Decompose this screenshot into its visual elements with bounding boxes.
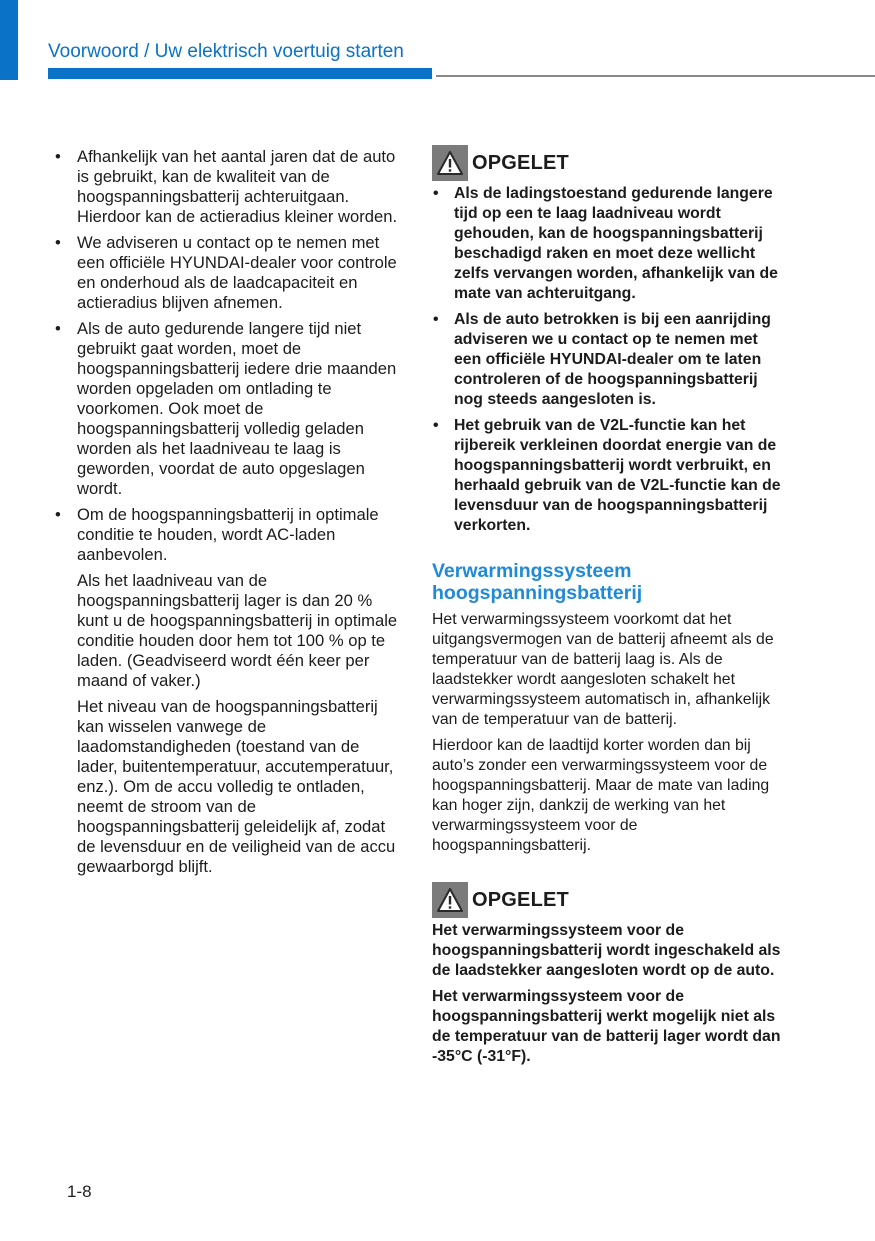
caution-label: OPGELET (472, 888, 569, 911)
section-title-line: hoogspanningsbatterij (432, 582, 643, 604)
warning-icon (432, 145, 468, 181)
heating-paragraph: Het verwarmingssysteem voorkomt dat het uitgangsvermogen van de batterij afneemt als de temperatuur van de batterij laag is. Als de laadstekker wordt aangesloten schakelt het verwarmingssysteem automatisch in, afhankelijk van de temperatuur van de batterij. (432, 611, 774, 728)
header-rule-blue (48, 68, 432, 79)
caution-paragraph: Het verwarmingssysteem voor de hoogspanningsbatterij wordt ingeschakeld als de laadstekker aangesloten wordt op de auto. (432, 922, 781, 979)
list-item: • Om de hoogspanningsbatterij in optimale conditie te houden, wordt AC-laden aanbevolen. (55, 505, 400, 565)
list-item: • We adviseren u contact op te nemen met een officiële HYUNDAI-dealer voor controle en onderhoud als de laadcapaciteit en actieradius blijven afnemen. (55, 233, 400, 313)
section-title-line: Verwarmingssysteem (432, 560, 632, 582)
charge-level-paragraph: Als het laadniveau van de hoogspanningsbatterij lager is dan 20 % kunt u de hoogspanningsbatterij in optimale conditie houden door hem tot 100 % op te laden. (Geadviseerd wordt één keer per maand of vaker.) (77, 571, 398, 690)
chapter-tab (0, 0, 18, 80)
section-title-heating (432, 560, 782, 604)
heating-paragraph: Hierdoor kan de laadtijd korter worden dan bij auto’s zonder een verwarmingssysteem voor de hoogspanningsbatterij. Maar de mate van lading kan hoger zijn, dankzij de werking van het verwarmingssysteem voor de hoogspanningsbatterij. (432, 737, 770, 854)
battery-tips-list (55, 147, 400, 565)
header-rule-grey (436, 75, 875, 77)
caution-box-battery (432, 145, 782, 536)
list-item: • Als de ladingstoestand gedurende langere tijd op een te laag laadniveau wordt gehouden, kan de hoogspanningsbatterij beschadigd raken en moet deze wellicht zelfs vervangen worden, afhankelijk van de mate van achteruitgang. (432, 184, 782, 304)
left-column (55, 147, 400, 883)
caution-label: OPGELET (472, 151, 569, 174)
caution-paragraph: Het verwarmingssysteem voor de hoogspanningsbatterij werkt mogelijk niet als de temperatuur van de batterij lager wordt dan -35°C (-31°F). (432, 988, 781, 1065)
caution-header (432, 145, 782, 181)
caution-box-heating (432, 882, 782, 1067)
page-number: 1-8 (67, 1182, 92, 1201)
page-header-title: Voorwoord / Uw elektrisch voertuig starten (48, 41, 404, 62)
list-item: • Als de auto gedurende langere tijd niet gebruikt gaat worden, moet de hoogspanningsbatterij iedere drie maanden worden opgeladen om ontlading te voorkomen. Ook moet de hoogspanningsbatterij volledig geladen worden als het laadniveau te laag is geworden, voordat de auto opgeslagen wordt. (55, 319, 400, 499)
list-item: • Als de auto betrokken is bij een aanrijding adviseren we u contact op te nemen met een officiële HYUNDAI-dealer om te laten controleren of de hoogspanningsbatterij nog steeds aangesloten is. (432, 310, 782, 410)
list-item: • Afhankelijk van het aantal jaren dat de auto is gebruikt, kan de kwaliteit van de hoogspanningsbatterij achteruitgaan. Hierdoor kan de actieradius kleiner worden. (55, 147, 400, 227)
list-item: • Het gebruik van de V2L-functie kan het rijbereik verkleinen doordat energie van de hoogspanningsbatterij wordt verbruikt, en herhaald gebruik van de V2L-functie kan de levensduur van de hoogspanningsbatterij verkorten. (432, 416, 782, 536)
caution-list (432, 184, 782, 536)
caution-header (432, 882, 782, 918)
battery-level-paragraph: Het niveau van de hoogspanningsbatterij kan wisselen vanwege de laadomstandigheden (toestand van de lader, buitentemperatuur, accutemperatuur, enz.). Om de accu volledig te ontladen, neemt de stroom van de hoogspanningsbatterij geleidelijk af, zodat de levensduur en de veiligheid van de accu gewaarborgd blijft. (77, 697, 396, 876)
right-column (432, 145, 782, 1073)
warning-icon (432, 882, 468, 918)
